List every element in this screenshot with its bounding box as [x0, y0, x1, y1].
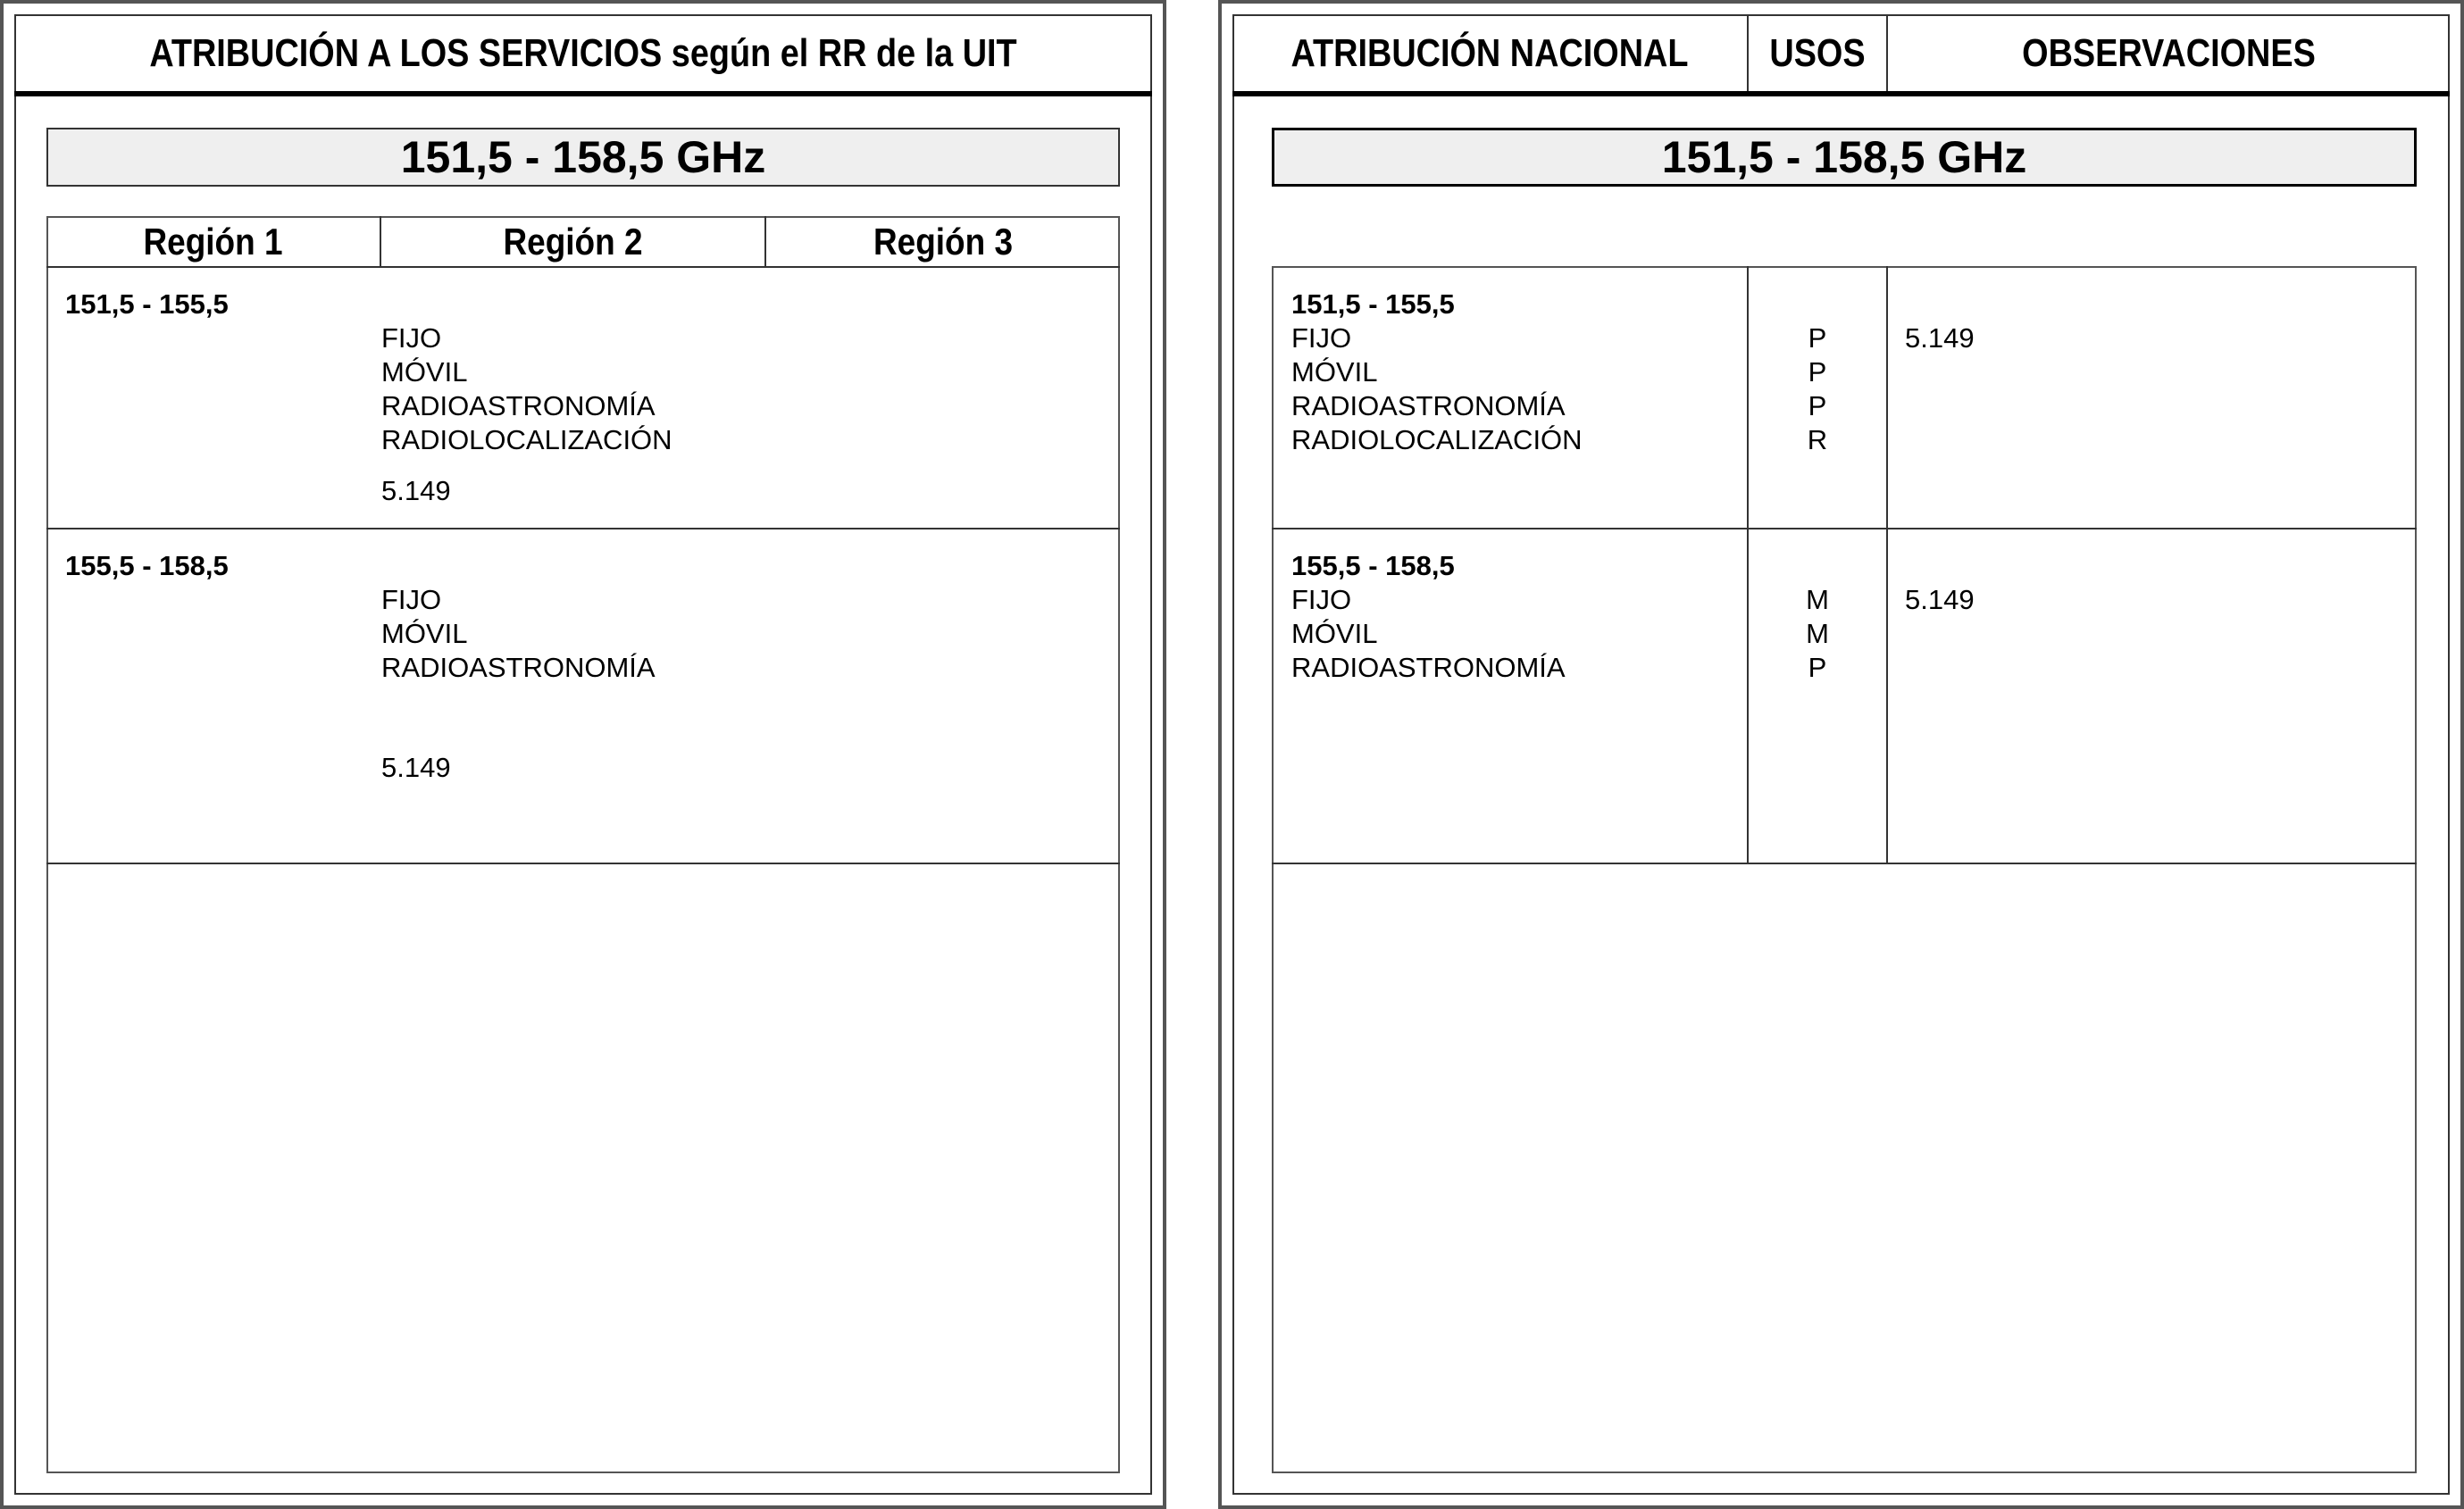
right-header-observaciones: OBSERVACIONES — [2022, 31, 2316, 75]
left-row1-footnote: 5.149 — [381, 475, 451, 506]
left-header-rule — [14, 91, 1152, 96]
right-row2-range: 155,5 - 158,5 — [1291, 550, 1455, 581]
left-row1-services — [381, 321, 672, 457]
region-2-heading: Región 2 — [503, 221, 643, 263]
right-row-separator-1 — [1272, 528, 2417, 529]
service-item: MÓVIL — [381, 618, 468, 649]
usos-code: P — [1808, 322, 1827, 354]
right-header-usos: USOS — [1769, 31, 1866, 75]
right-row1-observation: 5.149 — [1905, 322, 1975, 354]
left-row1-range: 151,5 - 155,5 — [65, 288, 229, 320]
usos-code: P — [1808, 356, 1827, 388]
service-item: RADIOASTRONOMÍA — [381, 652, 656, 683]
region-divider-1 — [380, 216, 381, 268]
right-header-divider-2 — [1886, 16, 1888, 91]
usos-code: P — [1808, 652, 1827, 683]
national-col-divider-2 — [1886, 266, 1888, 864]
service-item: FIJO — [1291, 322, 1352, 354]
right-header-divider-1 — [1747, 16, 1749, 91]
left-row-separator-1 — [46, 528, 1120, 529]
left-band-title: 151,5 - 158,5 GHz — [46, 128, 1120, 187]
service-item: RADIOASTRONOMÍA — [381, 390, 656, 421]
right-row2-services — [1291, 583, 1566, 685]
region-divider-2 — [764, 216, 766, 268]
service-item: RADIOASTRONOMÍA — [1291, 652, 1566, 683]
service-item: RADIOASTRONOMÍA — [1291, 390, 1566, 421]
usos-code: P — [1808, 390, 1827, 421]
right-header-rule — [1232, 91, 2450, 96]
region-1-heading: Región 1 — [143, 221, 283, 263]
service-item: RADIOLOCALIZACIÓN — [1291, 424, 1583, 455]
left-row2-range: 155,5 - 158,5 — [65, 550, 229, 581]
usos-code: R — [1807, 424, 1828, 455]
right-row1-range: 151,5 - 155,5 — [1291, 288, 1455, 320]
service-item: FIJO — [381, 584, 442, 615]
right-row-separator-2 — [1272, 863, 2417, 864]
left-row2-services — [381, 583, 656, 685]
left-row-separator-2 — [46, 863, 1120, 864]
region-3-heading: Región 3 — [873, 221, 1014, 263]
left-header-title: ATRIBUCIÓN A LOS SERVICIOS según el RR de la UIT — [149, 31, 1017, 75]
usos-code: M — [1806, 618, 1829, 649]
right-header-national: ATRIBUCIÓN NACIONAL — [1290, 31, 1689, 75]
service-item: RADIOLOCALIZACIÓN — [381, 424, 672, 455]
left-row2-footnote: 5.149 — [381, 752, 451, 783]
service-item: FIJO — [1291, 584, 1352, 615]
service-item: FIJO — [381, 322, 442, 354]
right-row1-usos — [1749, 321, 1886, 457]
usos-code: M — [1806, 584, 1829, 615]
right-band-title: 151,5 - 158,5 GHz — [1272, 128, 2417, 187]
right-row2-usos — [1749, 583, 1886, 685]
service-item: MÓVIL — [381, 356, 468, 388]
right-row2-observation: 5.149 — [1905, 584, 1975, 615]
service-item: MÓVIL — [1291, 356, 1378, 388]
right-row1-services — [1291, 321, 1583, 457]
service-item: MÓVIL — [1291, 618, 1378, 649]
